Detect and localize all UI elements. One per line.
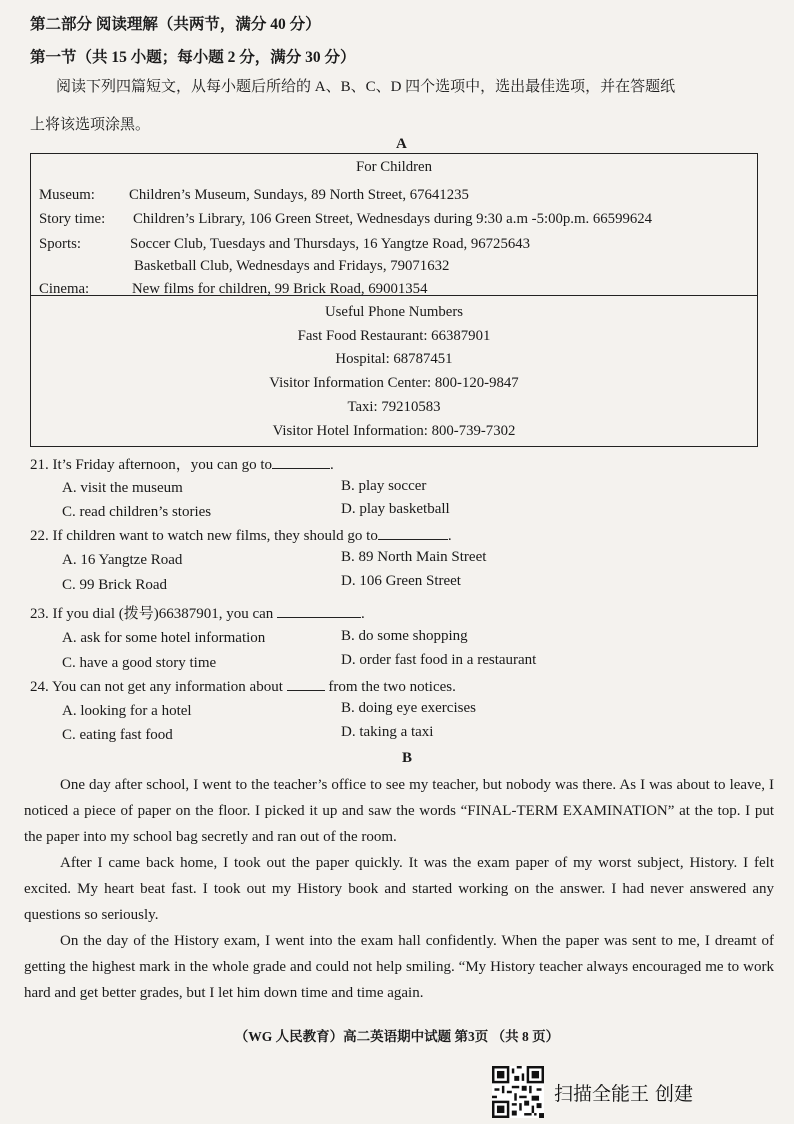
qr-code-icon xyxy=(492,1066,544,1118)
phone-item: Hospital: 68787451 xyxy=(335,351,453,367)
option: B. 89 North Main Street xyxy=(341,549,487,565)
instructions-line-1: 阅读下列四篇短文，从每小题后所给的 A、B、C、D 四个选项中，选出最佳选项，并在答题纸 xyxy=(56,79,676,95)
phone-title: Useful Phone Numbers xyxy=(324,304,464,320)
scanner-watermark xyxy=(492,1066,693,1118)
question-stem-end: . xyxy=(447,528,452,544)
paragraph: After I came back home, I took out the paper quickly. It was the exam paper of my worst subject, History. I felt excited. My heart beat fast. I took out my History book and started working on the answer. I had never answered any questions so seriously. xyxy=(24,855,774,923)
option: C. have a good story time xyxy=(62,655,217,671)
phone-item: Fast Food Restaurant: 66387901 xyxy=(297,328,491,344)
instructions-line-2: 上将该选项涂黑。 xyxy=(30,117,151,133)
passage-a-label: A xyxy=(396,136,407,152)
notice-box xyxy=(30,153,758,447)
option: D. 106 Green Street xyxy=(341,573,461,589)
info-label: Museum: xyxy=(39,187,95,203)
question-stem: 24. You can not get any information about xyxy=(30,679,283,695)
question-22 xyxy=(30,527,452,545)
question-21 xyxy=(30,453,334,474)
option: A. looking for a hotel xyxy=(62,703,192,719)
option: A. visit the museum xyxy=(62,480,183,496)
passage-b-body xyxy=(24,772,774,1006)
option: B. do some shopping xyxy=(341,628,468,644)
option: B. doing eye exercises xyxy=(341,700,476,716)
paragraph: One day after school, I went to the teacher’s office to see my teacher, but nobody was there. As I was about to leave, I noticed a piece of paper on the floor. I picked it up and saw the words “FINAL-TERM EXAMINATION” at the top. I put the paper into my school bag secretly and ran out of the room. xyxy=(24,777,774,845)
option: B. play soccer xyxy=(341,478,427,494)
question-stem-end: . xyxy=(361,606,365,622)
option: A. ask for some hotel information xyxy=(62,630,266,646)
info-text: Basketball Club, Wednesdays and Fridays, 79071632 xyxy=(134,258,450,274)
info-label: Story time: xyxy=(39,211,106,227)
option: D. play basketball xyxy=(341,501,450,517)
option: D. order fast food in a restaurant xyxy=(341,652,537,668)
question-stem-end: from the two notices. xyxy=(328,679,456,695)
info-text: Soccer Club, Tuesdays and Thursdays, 16 Yangtze Road, 96725643 xyxy=(130,236,531,252)
answer-blank xyxy=(287,678,325,691)
question-stem: 22. If children want to watch new films, they should go to xyxy=(30,528,378,544)
info-text: Children’s Museum, Sundays, 89 North Street, 67641235 xyxy=(129,187,469,203)
info-text: New films for children, 99 Brick Road, 69001354 xyxy=(132,281,428,297)
info-label: Sports: xyxy=(39,236,81,252)
info-label: Cinema: xyxy=(39,281,90,297)
question-stem: 21. It’s Friday afternoon，you can go to xyxy=(30,457,273,473)
answer-blank xyxy=(378,527,448,540)
option: C. eating fast food xyxy=(62,727,173,743)
option: A. 16 Yangtze Road xyxy=(62,552,183,568)
option: C. read children’s stories xyxy=(62,504,212,520)
phone-item: Taxi: 79210583 xyxy=(347,399,441,415)
option: C. 99 Brick Road xyxy=(62,577,167,593)
part-title: 第二部分 阅读理解（共两节，满分 40 分） xyxy=(30,16,321,33)
scanner-label: 扫描全能王 创建 xyxy=(554,1082,694,1105)
answer-blank xyxy=(272,456,330,469)
phone-item: Visitor Information Center: 800-120-9847 xyxy=(269,375,519,391)
info-text: Children’s Library, 106 Green Street, Wednesdays during 9:30 a.m -5:00p.m. 66599624 xyxy=(133,211,653,227)
phone-item: Visitor Hotel Information: 800-739-7302 xyxy=(272,423,516,439)
page-footer: （WG 人民教育）高二英语期中试题 第3页 （共 8 页） xyxy=(234,1029,560,1044)
passage-b-label: B xyxy=(402,750,413,766)
section-title: 第一节（共 15 小题；每小题 2 分，满分 30 分） xyxy=(30,49,356,66)
box-title: For Children xyxy=(355,159,433,175)
answer-blank xyxy=(277,605,361,618)
question-24 xyxy=(30,678,456,696)
paragraph: On the day of the History exam, I went into the exam hall confidently. When the paper was sent to me, I dreamt of getting the highest mark in the whole grade and could not help smiling. “My History teacher always encouraged me to work hard and get better grades, but I let him down time and time again. xyxy=(24,933,774,1001)
option: D. taking a taxi xyxy=(341,724,434,740)
question-stem: 23. If you dial (拨号)66387901, you can xyxy=(30,606,274,622)
question-stem-end: . xyxy=(330,457,334,473)
question-23 xyxy=(30,602,365,623)
box-divider xyxy=(31,295,757,296)
